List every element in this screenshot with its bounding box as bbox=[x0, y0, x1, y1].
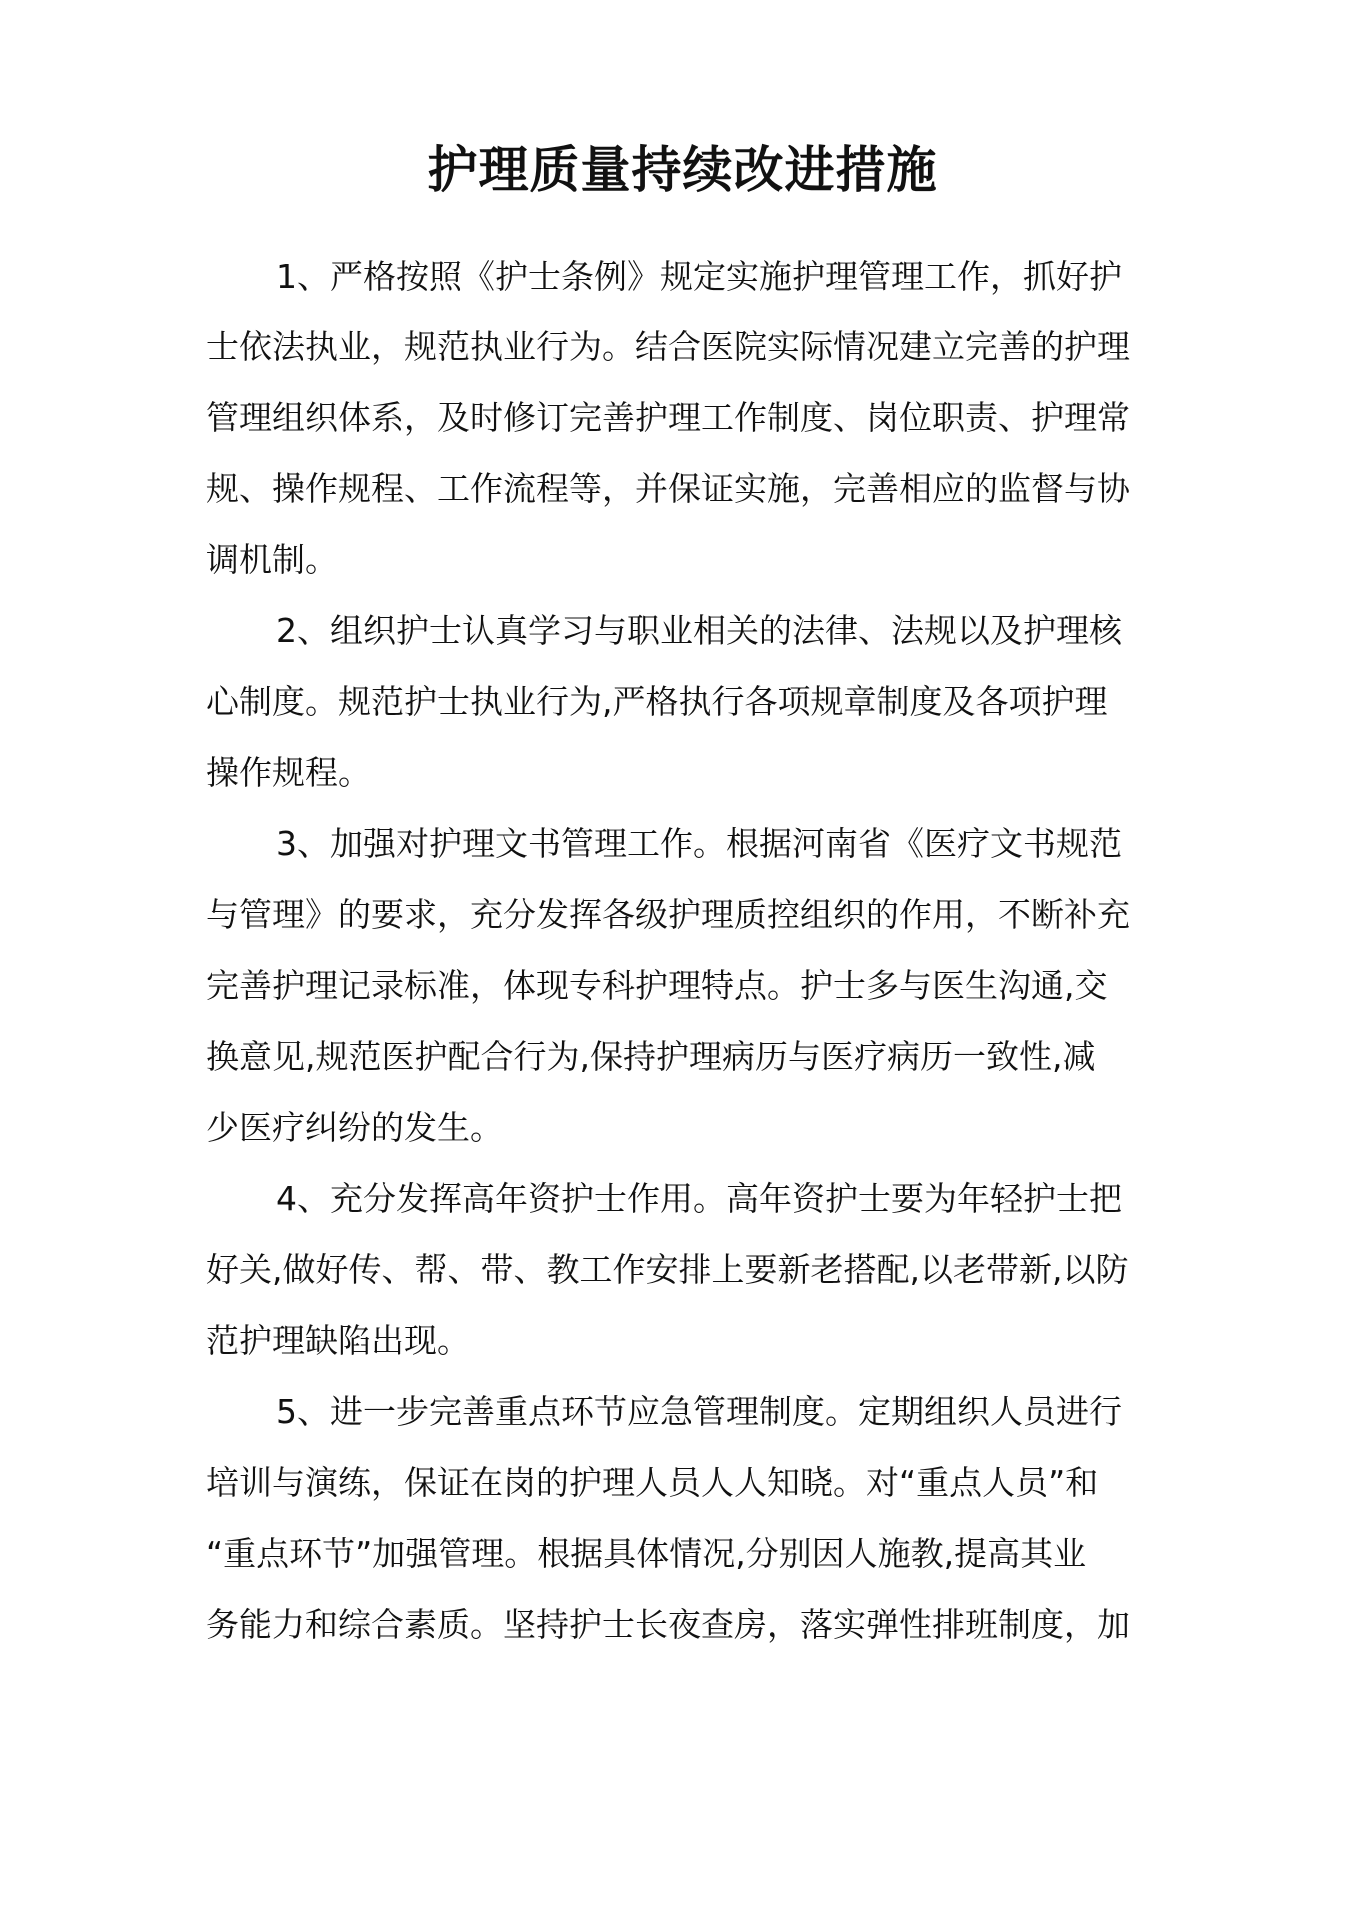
paragraph-4-line-2: 好关,做好传、帮、带、教工作安排上要新老搭配,以老带新,以防 bbox=[206, 1250, 1129, 1289]
paragraph-1-line-3: 管理组织体系，及时修订完善护理工作制度、岗位职责、护理常 bbox=[206, 398, 1130, 437]
paragraph-3-line-2: 与管理》的要求，充分发挥各级护理质控组织的作用，不断补充 bbox=[206, 895, 1130, 934]
paragraph-3-line-5: 少医疗纠纷的发生。 bbox=[206, 1108, 503, 1147]
paragraph-3-line-4: 换意见,规范医护配合行为,保持护理病历与医疗病历一致性,减 bbox=[206, 1037, 1096, 1076]
paragraph-2-line-3: 操作规程。 bbox=[206, 753, 371, 792]
paragraph-3-line-3: 完善护理记录标准，体现专科护理特点。护士多与医生沟通,交 bbox=[206, 966, 1108, 1005]
paragraph-1-line-2: 士依法执业，规范执业行为。结合医院实际情况建立完善的护理 bbox=[206, 327, 1130, 366]
paragraph-5-line-3: “重点环节”加强管理。根据具体情况,分别因人施教,提高其业 bbox=[206, 1534, 1087, 1573]
paragraph-5-line-1: 5、进一步完善重点环节应急管理制度。定期组织人员进行 bbox=[276, 1392, 1122, 1431]
paragraph-5-line-4: 务能力和综合素质。坚持护士长夜查房，落实弹性排班制度，加 bbox=[206, 1605, 1130, 1644]
paragraph-4-line-3: 范护理缺陷出现。 bbox=[206, 1321, 470, 1360]
paragraph-4-line-1: 4、充分发挥高年资护士作用。高年资护士要为年轻护士把 bbox=[276, 1179, 1122, 1218]
paragraph-1-line-5: 调机制。 bbox=[206, 540, 338, 579]
paragraph-3-line-1: 3、加强对护理文书管理工作。根据河南省《医疗文书规范 bbox=[276, 824, 1122, 863]
paragraph-5-line-2: 培训与演练，保证在岗的护理人员人人知晓。对“重点人员”和 bbox=[206, 1463, 1099, 1502]
document-title: 护理质量持续改进措施 bbox=[427, 141, 938, 199]
paragraph-2-line-1: 2、组织护士认真学习与职业相关的法律、法规以及护理核 bbox=[276, 611, 1122, 650]
paragraph-1-line-4: 规、操作规程、工作流程等，并保证实施，完善相应的监督与协 bbox=[206, 469, 1130, 508]
paragraph-2-line-2: 心制度。规范护士执业行为,严格执行各项规章制度及各项护理 bbox=[206, 682, 1108, 721]
paragraph-1-line-1: 1、严格按照《护士条例》规定实施护理管理工作，抓好护 bbox=[276, 257, 1122, 296]
